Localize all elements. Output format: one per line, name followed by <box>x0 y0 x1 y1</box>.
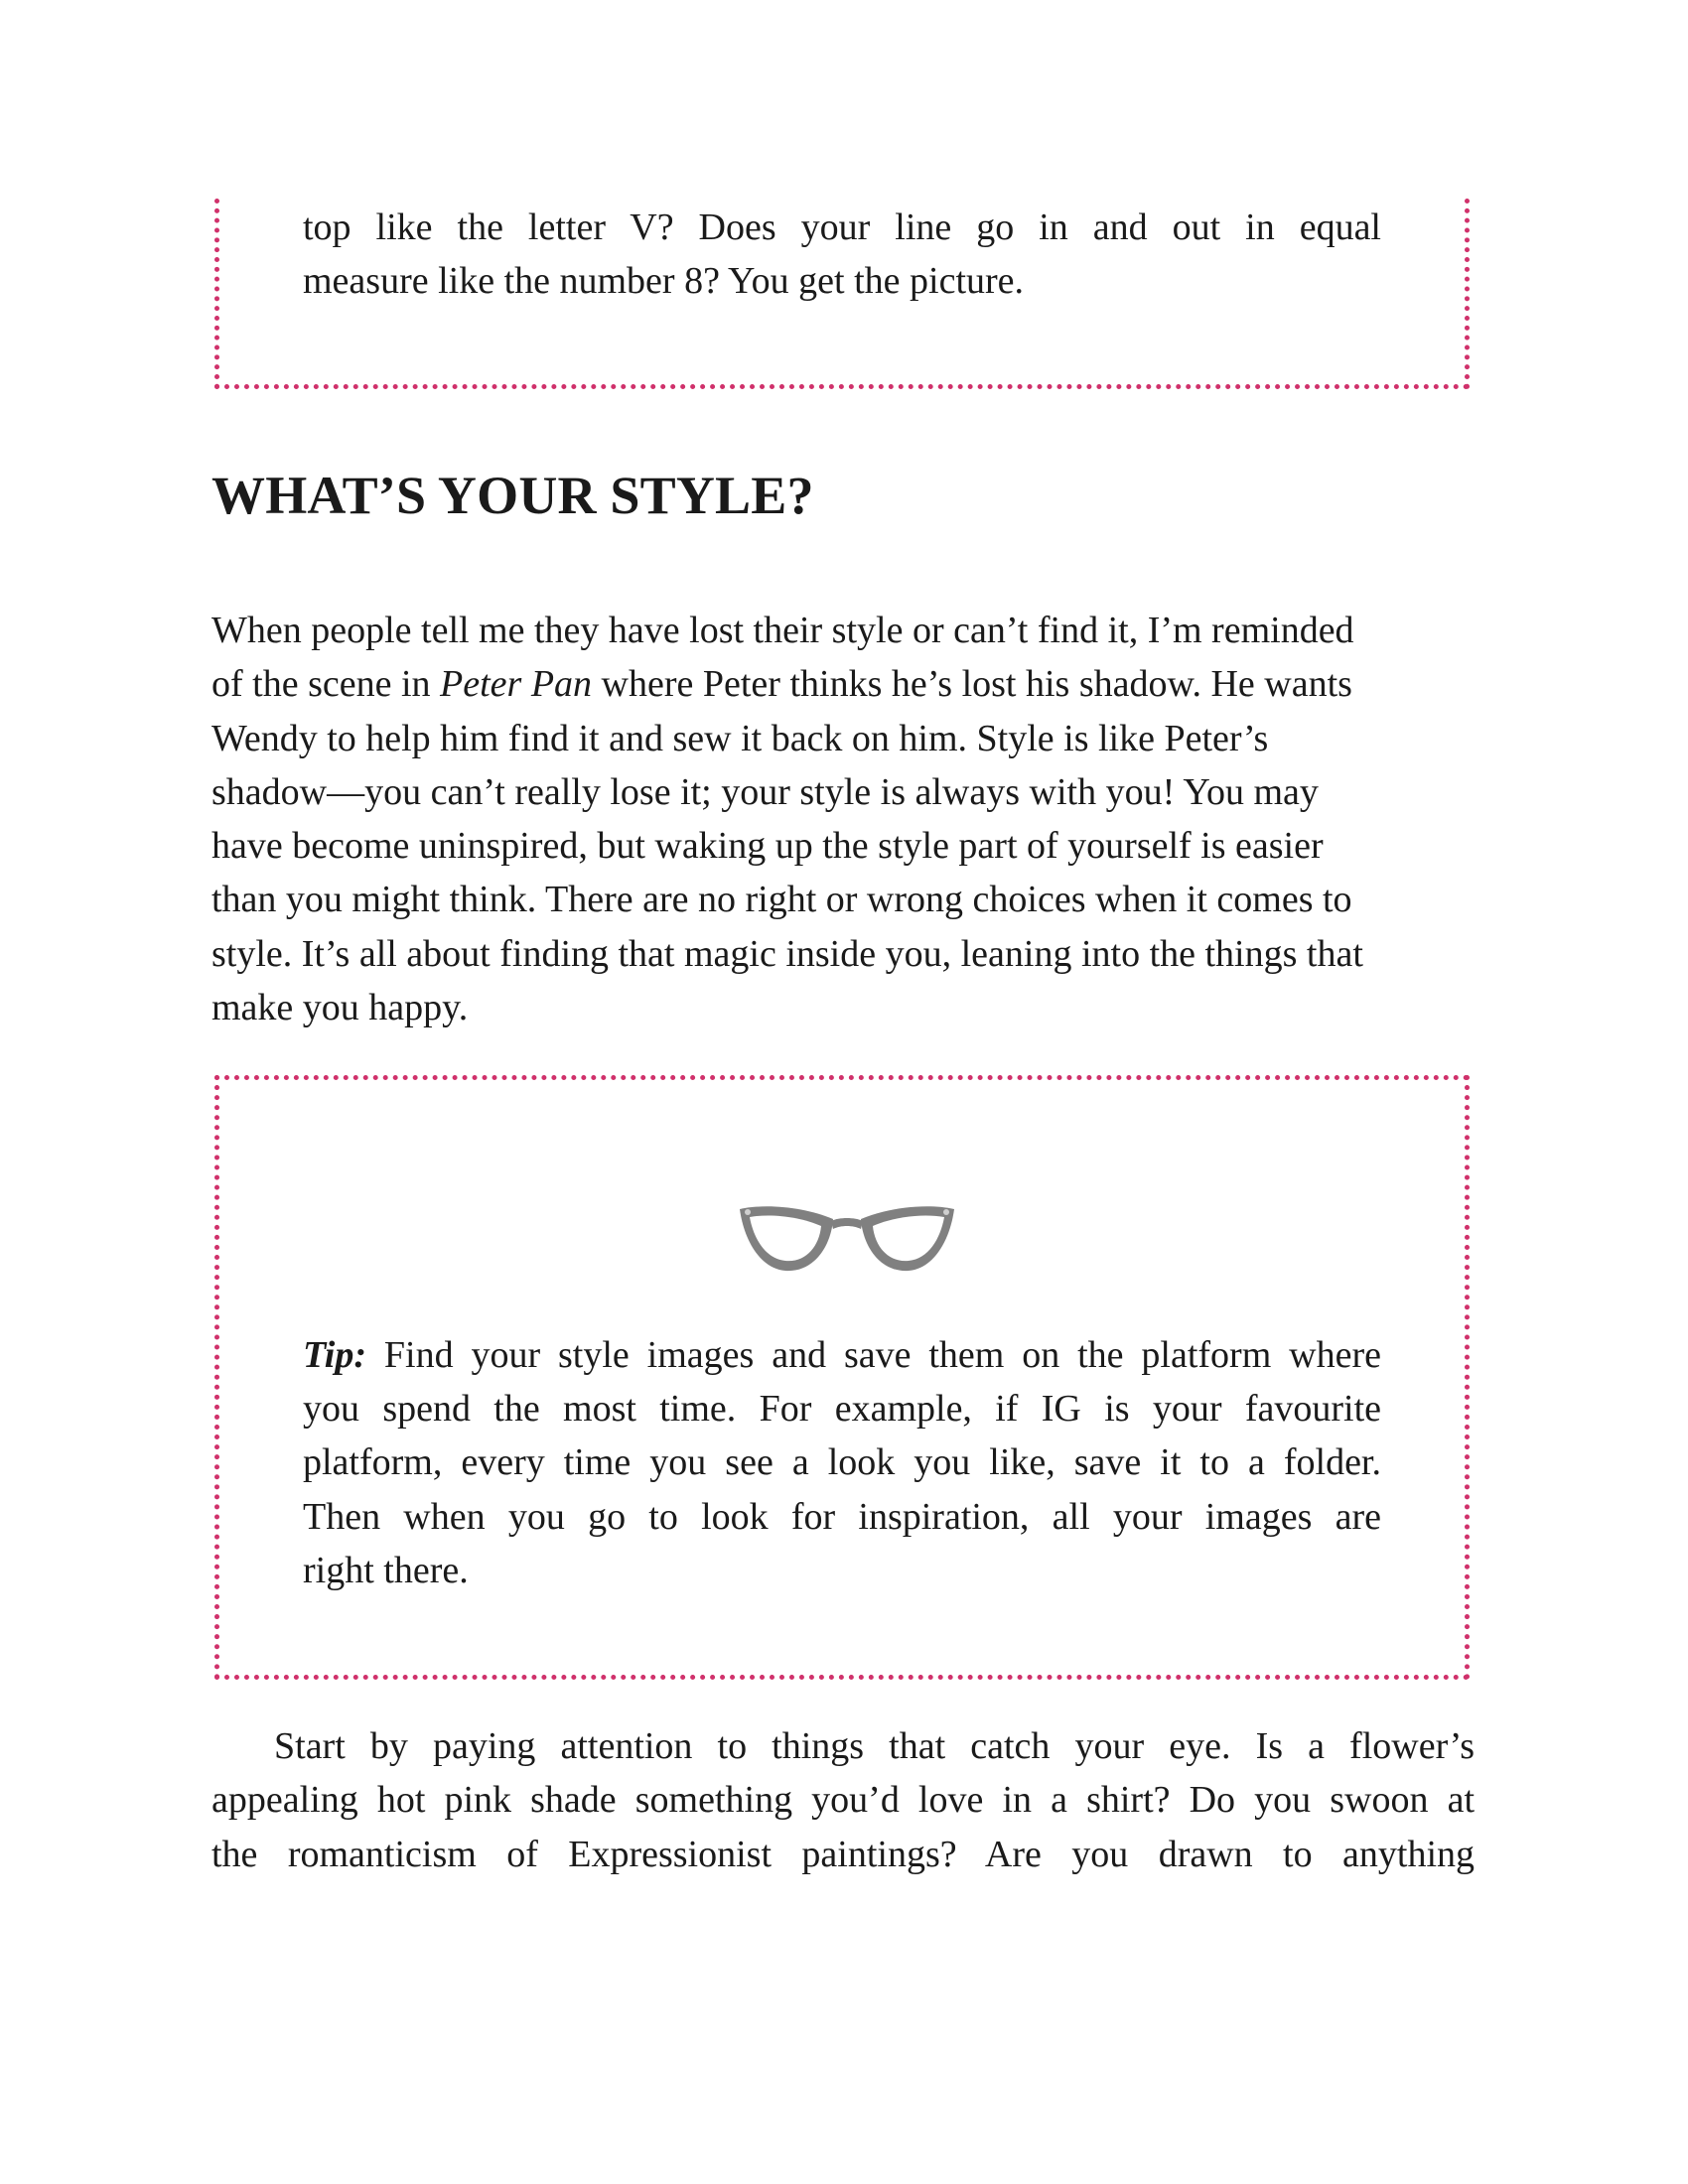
paragraph-line: style. It’s all about finding that magic inside you, leaning into the things that <box>211 932 1363 975</box>
tip-callout-box <box>214 1075 1470 1680</box>
line-text: where Peter thinks he’s lost his shadow. He wants <box>592 663 1352 706</box>
tip-line: right there. <box>303 1549 469 1591</box>
callout-line: top like the letter V? Does your line go in and out in equal <box>303 206 1381 248</box>
paragraph-line <box>211 657 1475 711</box>
book-title-peter-pan: Peter Pan <box>440 663 593 706</box>
callout-line: measure like the number 8? You get the picture. <box>303 260 1025 302</box>
paragraph-line: make you happy. <box>211 987 469 1029</box>
tip-text <box>303 1328 1381 1597</box>
closing-paragraph <box>211 1719 1475 1881</box>
paragraph-line: Wendy to help him find it and sew it back on him. Style is like Peter’s <box>211 717 1269 759</box>
continued-callout-text <box>303 201 1381 308</box>
tip-line <box>303 1328 1381 1382</box>
tip-line: you spend the most time. For example, if IG is your favourite <box>303 1388 1381 1431</box>
paragraph-line: the romanticism of Expressionist paintings? Are you drawn to anything <box>211 1833 1475 1875</box>
cat-eye-glasses-icon <box>736 1199 958 1279</box>
section-heading: WHAT’S YOUR STYLE? <box>211 466 814 525</box>
paragraph-line: When people tell me they have lost their style or can’t find it, I’m reminded <box>211 610 1354 651</box>
paragraph-line: Start by paying attention to things that catch your eye. Is a flower’s <box>274 1725 1475 1767</box>
line-text: of the scene in <box>211 663 441 706</box>
paragraph-line: than you might think. There are no right or wrong choices when it comes to <box>211 879 1352 921</box>
tip-line: platform, every time you see a look you like, save it to a folder. <box>303 1441 1381 1484</box>
tip-line: Then when you go to look for inspiration, all your images are <box>303 1495 1381 1538</box>
paragraph-line: appealing hot pink shade something you’d love in a shirt? Do you swoon at <box>211 1779 1475 1822</box>
paragraph-line: have become uninspired, but waking up the style part of yourself is easier <box>211 825 1324 868</box>
continued-callout-box <box>214 199 1470 389</box>
paragraph-line: shadow—you can’t really lose it; your style is always with you! You may <box>211 770 1319 813</box>
tip-label: Tip: <box>303 1334 367 1376</box>
line-text: Find your style images and save them on the platform where <box>366 1334 1381 1376</box>
intro-paragraph <box>211 604 1475 1034</box>
